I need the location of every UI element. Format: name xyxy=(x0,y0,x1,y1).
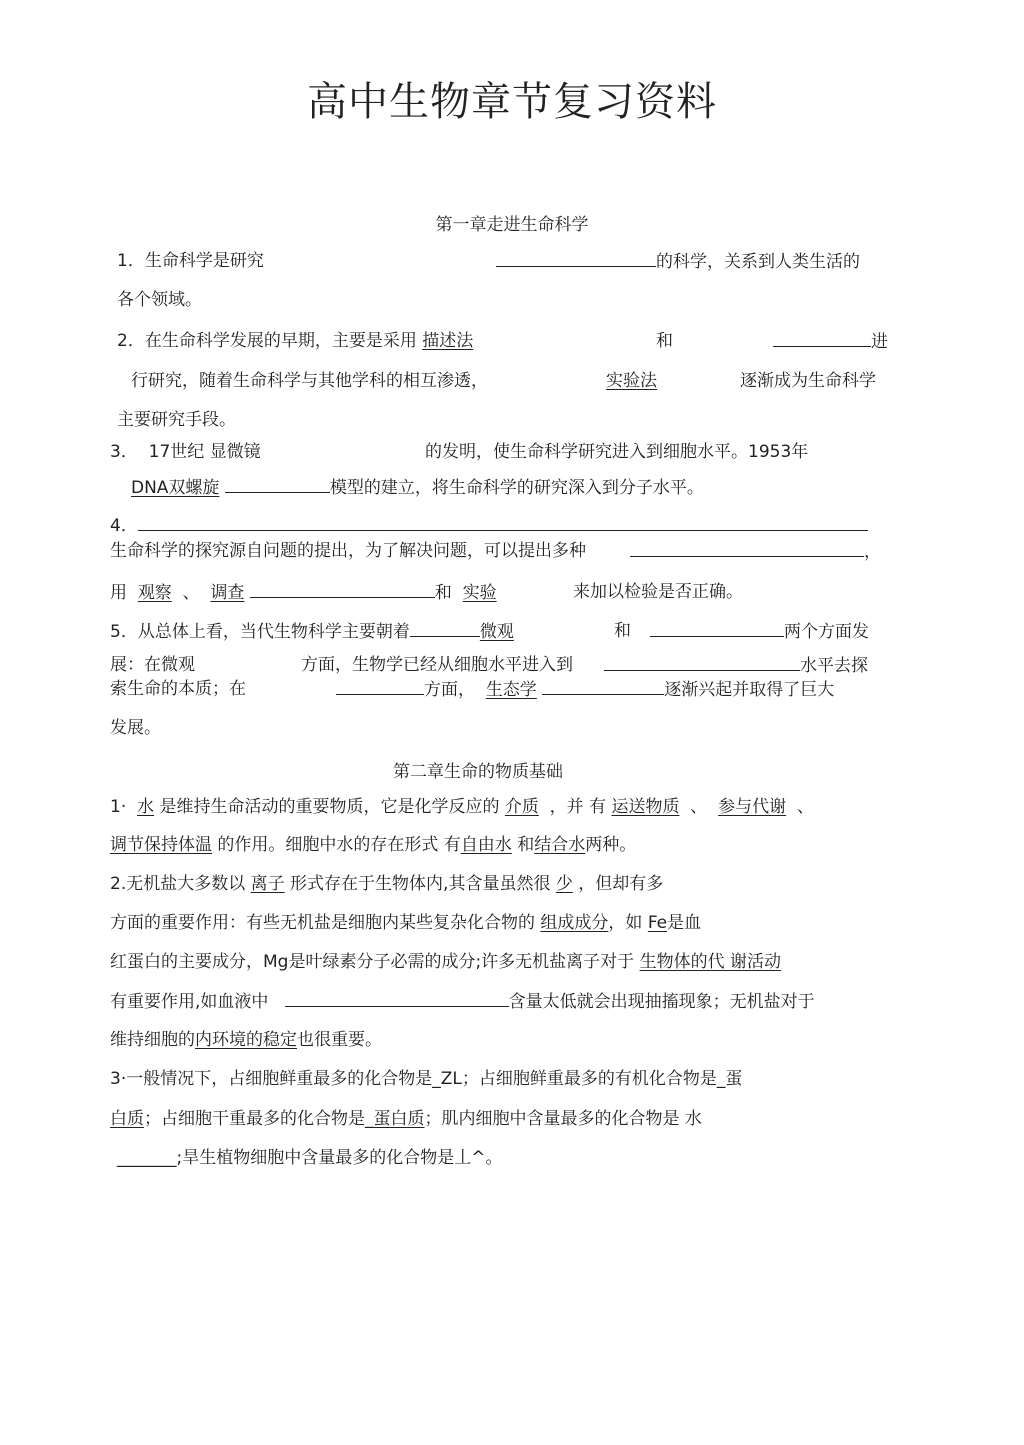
c2-q3-line1: 3·一般情况下，占细胞鲜重最多的化合物是_ZL；占细胞鲜重最多的有机化合物是_蛋 xyxy=(110,1069,743,1089)
c2-q2-line3: 红蛋白的主要成分，Mg是叶绿素分子必需的成分;许多无机盐离子对于 生物体的代 谢活动 xyxy=(110,952,781,972)
answer-blank xyxy=(604,654,800,671)
c2-q1-line1: 1· 水 是维持生命活动的重要物质，它是化学反应的 介质 ，并 有 运送物质 、 参与代谢 、 xyxy=(110,797,814,817)
c1-q2-line2b: 逐渐成为生命科学 xyxy=(740,371,876,391)
answer-blank xyxy=(225,476,330,493)
c1-q4-line2b: 来加以检验是否正确。 xyxy=(573,582,743,602)
c1-q2-line1c: 进 xyxy=(773,330,888,353)
c1-q3-line2: DNA双螺旋 模型的建立，将生命科学的研究深入到分子水平。 xyxy=(131,478,704,498)
c1-q2-and: 和 xyxy=(656,331,673,351)
c1-q5-line1b: 两个方面发 xyxy=(650,620,869,643)
c1-q2-ans2: 实验法 xyxy=(606,371,657,391)
answer-blank xyxy=(250,581,435,598)
answer-text: 描述法 xyxy=(422,331,474,351)
c2-q2-line4: 有重要作用,如血液中 含量太低就会出现抽搐现象；无机盐对于 xyxy=(110,992,815,1012)
c1-q1-line1b: 的科学，关系到人类生活的 xyxy=(496,250,860,273)
answer-blank xyxy=(630,540,864,557)
c1-q5-and: 和 xyxy=(614,621,631,641)
c2-q2-line1: 2.无机盐大多数以 离子 形式存在于生物体内,其含量虽然很 少 ，但却有多 xyxy=(110,874,664,894)
c1-q1-line2: 各个领域。 xyxy=(117,290,202,310)
answer-blank xyxy=(410,620,480,637)
answer-blank xyxy=(138,514,868,531)
c1-q4-line1b: ， xyxy=(630,540,881,563)
chapter-1-heading: 第一章走进生命科学 xyxy=(435,215,589,235)
answer-blank xyxy=(336,678,424,695)
answer-blank xyxy=(496,250,656,267)
c1-q2-line3: 主要研究手段。 xyxy=(117,410,236,430)
c1-q4-line1: 生命科学的探究源自问题的提出，为了解决问题，可以提出多种 xyxy=(110,541,586,561)
c2-q2-line2: 方面的重要作用：有些无机盐是细胞内某些复杂化合物的 组成成分，如 Fe是血 xyxy=(110,913,702,933)
c1-q5-line2c: 水平去探 xyxy=(604,654,868,677)
c2-q3-line2: 白质；占细胞干重最多的化合物是_蛋白质；肌内细胞中含量最多的化合物是 水 xyxy=(110,1109,702,1129)
c1-q4-line2: 用 观察 、 调查 和 实验 xyxy=(110,583,497,603)
answer-blank xyxy=(773,330,871,347)
c1-q5-line2b: 方面，生物学已经从细胞水平进入到 xyxy=(301,655,573,675)
chapter-2-heading: 第二章生命的物质基础 xyxy=(393,762,563,782)
answer-blank xyxy=(285,990,509,1007)
answer-blank xyxy=(542,678,664,695)
c1-q1-line1: 1．生命科学是研究 xyxy=(117,251,264,271)
page-title: 高中生物章节复习资料 xyxy=(307,79,717,125)
c1-q2-line1: 2．在生命科学发展的早期，主要是采用 描述法 xyxy=(117,331,474,351)
c1-q5-line3: 索生命的本质；在 xyxy=(110,679,246,699)
c1-q3-line1: 3． 17世纪 显微镜 xyxy=(110,442,261,462)
c1-q5-line4: 发展。 xyxy=(110,718,161,738)
c1-q4-line0: 4． xyxy=(110,514,868,537)
c1-q5-line1: 5．从总体上看，当代生物科学主要朝着 微观 xyxy=(110,622,514,642)
c1-q3-line1b: 的发明，使生命科学研究进入到细胞水平。1953年 xyxy=(425,442,809,462)
c2-q2-line5: 维持细胞的内环境的稳定也很重要。 xyxy=(110,1030,382,1050)
c2-q1-line2: 调节保持体温 的作用。细胞中水的存在形式 有自由水 和结合水两种。 xyxy=(110,835,637,855)
c1-q5-line3b: 方面， 生态学 逐渐兴起并取得了巨大 xyxy=(336,678,834,701)
c1-q5-line2: 展：在微观 xyxy=(110,655,195,675)
c1-q2-line2: 行研究，随着生命科学与其他学科的相互渗透， xyxy=(131,371,488,391)
c2-q3-line3: _______;旱生植物细胞中含量最多的化合物是丄^。 xyxy=(117,1148,503,1168)
answer-blank xyxy=(650,620,784,637)
